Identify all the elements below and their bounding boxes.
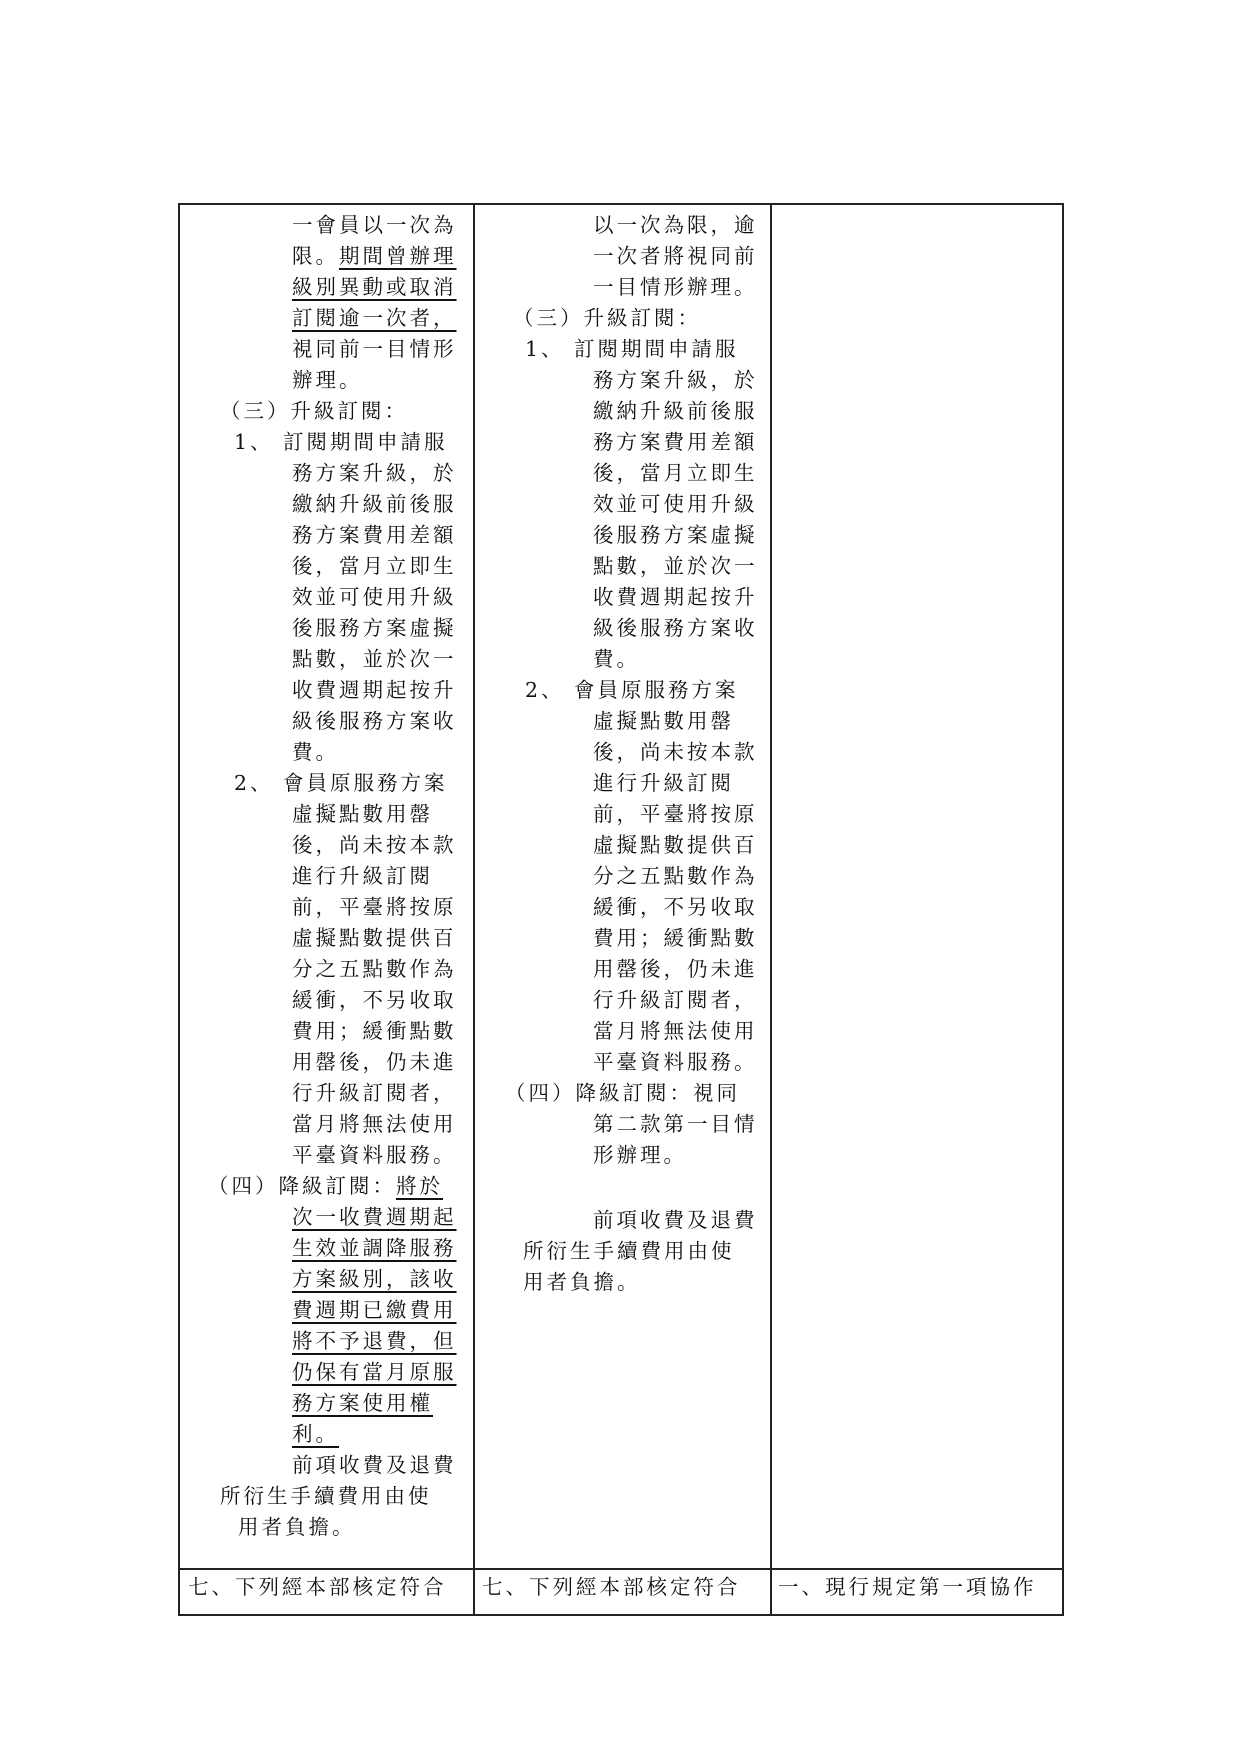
current-text-line: 用者負擔。 (523, 1270, 641, 1294)
amended-text-line: 級別異動或取消 (292, 275, 457, 299)
amended-text-line: 一會員以一次為 (292, 213, 457, 237)
current-text-line: 虛擬點數提供百 (593, 833, 758, 857)
amended-text-line: 費週期已繳費用 (292, 1298, 457, 1322)
amended-text-line: 所衍生手續費用由使 (220, 1484, 432, 1508)
amended-text-line: 用者負擔。 (238, 1515, 356, 1539)
amended-text-line: 進行升級訂閱 (292, 864, 433, 888)
text-segment: （四）降級訂閱： (208, 1174, 396, 1198)
amended-text-line: 行升級訂閱者， (292, 1081, 457, 1105)
current-text-line: 當月將無法使用 (593, 1019, 758, 1043)
amended-text-line: 1、 訂閱期間申請服 (234, 430, 448, 454)
current-text-line: 行升級訂閱者， (593, 988, 758, 1012)
amended-text-line: 平臺資料服務。 (292, 1143, 457, 1167)
amended-text-line: 務方案升級，於 (292, 461, 457, 485)
amended-text-line: 收費週期起按升 (292, 678, 457, 702)
current-text-line: （四）降級訂閱：視同 (505, 1081, 740, 1105)
current-text-line: 後服務方案虛擬 (593, 523, 758, 547)
current-text-line: 分之五點數作為 (593, 864, 758, 888)
footer-mid-cell: 七、下列經本部核定符合 (482, 1575, 741, 1599)
current-text-line: 點數，並於次一 (593, 554, 758, 578)
current-text-line: 費。 (593, 647, 640, 671)
amended-text-line: 訂閱逾一次者， (292, 306, 457, 330)
current-text-line: 一次者將視同前 (593, 244, 758, 268)
amended-text-line: 費用；緩衝點數 (292, 1019, 457, 1043)
amended-text-line: 虛擬點數提供百 (292, 926, 457, 950)
amended-text-line: 效並可使用升級 (292, 585, 457, 609)
current-text-line: 後，當月立即生 (593, 461, 758, 485)
current-text-line: 1、 訂閱期間申請服 (525, 337, 739, 361)
current-text-line: 第二款第一目情 (593, 1112, 758, 1136)
current-text-line: 級後服務方案收 (593, 616, 758, 640)
current-text-line: 後，尚未按本款 (593, 740, 758, 764)
amended-text-line: 辦理。 (292, 368, 363, 392)
amended-text-line: 費。 (292, 740, 339, 764)
current-text-line: 以一次為限，逾 (593, 213, 758, 237)
amended-text-line: 用罄後，仍未進 (292, 1050, 457, 1074)
current-text-line: 進行升級訂閱 (593, 771, 734, 795)
current-text-line: 務方案費用差額 (593, 430, 758, 454)
amended-text-line: 後服務方案虛擬 (292, 616, 457, 640)
current-text-line: 2、 會員原服務方案 (525, 678, 739, 702)
amended-text-line: （三）升級訂閱： (220, 399, 408, 423)
amended-text-segment: 將於 (396, 1174, 443, 1198)
amended-text-line: 務方案使用權 (292, 1391, 433, 1415)
current-text-line: 平臺資料服務。 (593, 1050, 758, 1074)
current-text-line: 形辦理。 (593, 1143, 687, 1167)
amended-text-line: 生效並調降服務 (292, 1236, 457, 1260)
amended-text-line: 次一收費週期起 (292, 1205, 457, 1229)
amended-text-line (292, 244, 457, 268)
amended-text-line: 務方案費用差額 (292, 523, 457, 547)
text-segment: 限。 (292, 244, 339, 268)
amended-text-line: 繳納升級前後服 (292, 492, 457, 516)
footer-right-cell: 一、現行規定第一項協作 (778, 1575, 1037, 1599)
column-divider (473, 205, 475, 1614)
amended-text-segment: 期間曾辦理 (339, 244, 457, 268)
amended-text-line: 將不予退費，但 (292, 1329, 457, 1353)
amended-text-line: 視同前一目情形 (292, 337, 457, 361)
current-text-line: 費用；緩衝點數 (593, 926, 758, 950)
comparison-table (178, 203, 1064, 1616)
current-text-line: 效並可使用升級 (593, 492, 758, 516)
footer-left-cell: 七、下列經本部核定符合 (188, 1575, 447, 1599)
current-text-line: 用罄後，仍未進 (593, 957, 758, 981)
amended-text-line: 點數，並於次一 (292, 647, 457, 671)
current-text-line: 所衍生手續費用由使 (523, 1239, 735, 1263)
amended-text-line: 方案級別，該收 (292, 1267, 457, 1291)
amended-text-line: 分之五點數作為 (292, 957, 457, 981)
current-text-line: 緩衝，不另收取 (593, 895, 758, 919)
amended-text-line: 緩衝，不另收取 (292, 988, 457, 1012)
amended-text-line: 前項收費及退費 (292, 1453, 457, 1477)
amended-text-line: 後，尚未按本款 (292, 833, 457, 857)
amended-text-line: 利。 (292, 1422, 339, 1446)
amended-text-line: 當月將無法使用 (292, 1112, 457, 1136)
current-text-line: 前項收費及退費 (593, 1208, 758, 1232)
amended-text-line: 2、 會員原服務方案 (234, 771, 448, 795)
amended-text-line (208, 1174, 443, 1198)
current-text-line: 虛擬點數用罄 (593, 709, 734, 733)
amended-text-line: 仍保有當月原服 (292, 1360, 457, 1384)
current-text-line: 一目情形辦理。 (593, 275, 758, 299)
column-divider (770, 205, 772, 1614)
amended-text-line: 級後服務方案收 (292, 709, 457, 733)
current-text-line: 繳納升級前後服 (593, 399, 758, 423)
amended-text-line: 後，當月立即生 (292, 554, 457, 578)
current-text-line: 前，平臺將按原 (593, 802, 758, 826)
row-divider (180, 1568, 1062, 1570)
current-text-line: 務方案升級，於 (593, 368, 758, 392)
amended-text-line: 前，平臺將按原 (292, 895, 457, 919)
current-text-line: 收費週期起按升 (593, 585, 758, 609)
current-text-line: （三）升級訂閱： (513, 306, 701, 330)
amended-text-line: 虛擬點數用罄 (292, 802, 433, 826)
